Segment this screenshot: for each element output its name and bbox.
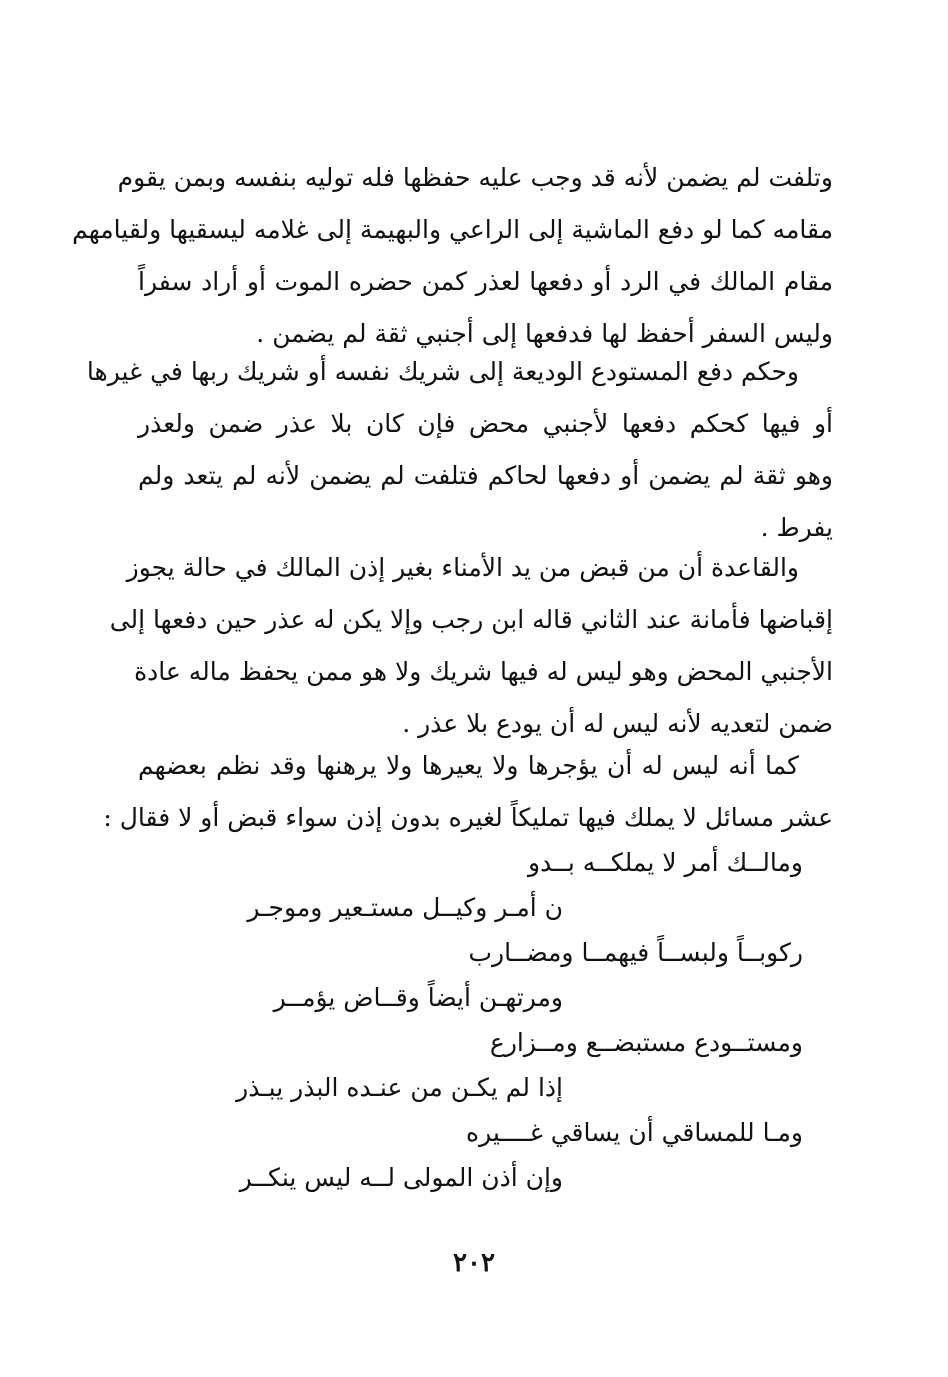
text-line: أو فيها كحكم دفعها لأجنبي محض فإن كان بلا عذر ضمن ولعذر <box>138 409 833 438</box>
verse-hemistich: ركوبــاً ولبســاً فيهمــا ومضــارب <box>468 938 803 967</box>
verse-hemistich: ومـا للمساقي أن يساقي غــــيره <box>465 1118 803 1147</box>
verse-hemistich: إذا لم يكـن من عنـده البذر يبـذر <box>236 1073 563 1102</box>
paragraph-3 <box>109 542 833 750</box>
text-line: وتلفت لم يضمن لأنه قد وجب عليه حفظها فله توليه بنفسه وبمن يقوم <box>117 163 833 192</box>
text-line: وليس السفر أحفظ لها فدفعها إلى أجنبي ثقة لم يضمن . <box>256 319 833 348</box>
verse-hemistich: ن أمـر وكيــل مستـعير وموجـر <box>247 893 563 922</box>
text-line: يفرط . <box>760 513 833 542</box>
paragraph-1 <box>72 152 833 360</box>
text-line: وهو ثقة لم يضمن أو دفعها لحاكم فتلفت لم يضمن لأنه لم يتعد ولم <box>138 461 833 490</box>
poem <box>138 840 833 1200</box>
verse-hemistich: ومستــودع مستبضــع ومــزارع <box>489 1028 803 1057</box>
text-line: وحكم دفع المستودع الوديعة إلى شريك نفسه أو شريك ربها في غيرها <box>86 357 799 386</box>
text-line: والقاعدة أن من قبض من يد الأمناء بغير إذن المالك في حالة يجوز <box>126 553 799 582</box>
paragraph-2 <box>86 346 833 554</box>
text-line: مقام المالك في الرد أو دفعها لعذر كمن حضره الموت أو أراد سفراً <box>138 267 833 296</box>
verse-hemistich: ومالــك أمر لا يملكــه بــدو <box>528 848 803 877</box>
text-line: ضمن لتعديه لأنه ليس له أن يودع بلا عذر . <box>402 709 833 738</box>
verse-hemistich: ومرتهـن أيضاً وقــاض يؤمــر <box>273 983 563 1012</box>
verse-hemistich: وإن أذن المولى لــه ليس ينكــر <box>239 1163 563 1192</box>
page-number: ٢٠٢ <box>453 1248 495 1278</box>
text-line: كما أنه ليس له أن يؤجرها ولا يعيرها ولا يرهنها وقد نظم بعضهم <box>138 751 799 780</box>
text-line: مقامه كما لو دفع الماشية إلى الراعي والبهيمة إلى غلامه ليسقيها ولقيامهم <box>72 215 833 244</box>
text-line: الأجنبي المحض وهو ليس له فيها شريك ولا هو ممن يحفظ ماله عادة <box>134 657 833 686</box>
paragraph-4 <box>103 740 833 844</box>
text-line: عشر مسائل لا يملك فيها تمليكاً لغيره بدون إذن سواء قبض أو لا فقال : <box>103 803 833 832</box>
text-line: إقباضها فأمانة عند الثاني قاله ابن رجب وإلا يكن له عذر حين دفعها إلى <box>109 605 833 634</box>
